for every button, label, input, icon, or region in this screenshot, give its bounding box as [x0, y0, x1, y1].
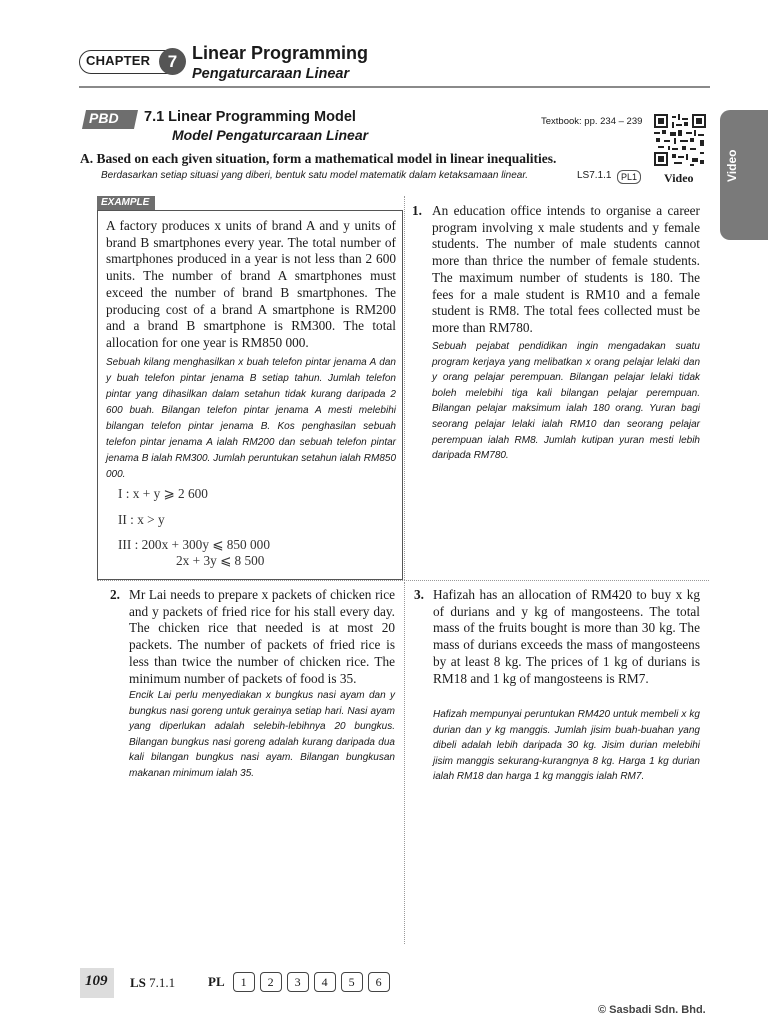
question-2-number: 2.	[110, 587, 120, 602]
pl-box-2[interactable]: 2	[260, 972, 282, 992]
side-tab-label: Video	[725, 149, 739, 182]
section-title: 7.1 Linear Programming Model	[144, 109, 356, 125]
row-divider	[97, 580, 709, 581]
example-text: A factory produces x units of brand A and y units of brand B smartphones every year. The total number of smartphones produced in a year is not less than 2 600 units. The number of brand A smartphones must exceed the number of brand B smartphones. The producing cost of a brand A smartphone is RM200 and a brand B smartphone is RM300. The total allocation for one year is RM850 000.	[106, 218, 396, 350]
example-answer-3: III : 200x + 300y ⩽ 850 000	[118, 537, 270, 552]
learning-standard-code: LS7.1.1	[577, 170, 612, 181]
question-2-text-ms: Encik Lai perlu menyediakan x bungkus nasi ayam dan y bungkus nasi goreng untuk gerainya setiap hari. Nasi ayam yang diperlukan adalah selebih-lebihnya 20 bungkus. Bilangan bungkus nasi goreng adalah kurang daripada dua kali bilangan bungkus nasi ayam. Bilangan bungkusan makanan minimum ialah 35.	[129, 690, 395, 779]
question-3-number: 3.	[414, 587, 424, 602]
question-3-text-ms: Hafizah mempunyai peruntukan RM420 untuk membeli x kg durian dan y kg manggis. Jumlah jisim buah-buahan yang dibeli adalah lebih daripada 30 kg. Jisim durian melebihi jisim manggis sekurang-kurangnya 8 kg. Harga 1 kg durian ialah RM18 dan harga 1 kg manggis ialah RM7.	[433, 709, 700, 783]
question-2-text: Mr Lai needs to prepare x packets of chicken rice and y packets of fried rice for his stall every day. The chicken rice that needed is at most 20 packets. The number of packets of fried rice is less than twice the number of chicken rice. The minimum number of packets of food is 35.	[129, 587, 395, 686]
example-answer-4: 2x + 3y ⩽ 8 500	[176, 553, 265, 568]
question-1-number: 1.	[412, 203, 422, 218]
column-divider-bottom	[404, 582, 405, 944]
column-divider-top	[404, 196, 405, 580]
page-number: 109	[85, 973, 108, 989]
example-tag-label: EXAMPLE	[101, 197, 150, 208]
performance-level-boxes	[208, 972, 390, 992]
pl-box-4[interactable]: 4	[314, 972, 336, 992]
example-answer-1: I : x + y ⩾ 2 600	[118, 486, 208, 501]
example-text-ms: Sebuah kilang menghasilkan x buah telefon pintar jenama A dan y buah telefon pintar jenama B setiap tahun. Jumlah telefon pintar yang dihasilkan dalam setahun tidak kurang daripada 2 600 buah. Bilangan telefon pintar jenama A mesti melebihi bilangan telefon pintar jenama B. Kos penghasilan sebuah telefon pintar jenama A ialah RM200 dan sebuah telefon pintar jenama B ialah RM300. Jumlah peruntukan setahun ialah RM850 000.	[106, 357, 396, 480]
pl-label: PL	[208, 974, 225, 989]
header-divider	[79, 86, 710, 88]
pl-box-5[interactable]: 5	[341, 972, 363, 992]
section-subtitle: Model Pengaturcaraan Linear	[172, 127, 369, 143]
performance-level-chip: PL1	[617, 170, 641, 184]
chapter-title: Linear Programming	[192, 43, 369, 63]
example-answer-2: II : x > y	[118, 512, 165, 527]
question-1-text-ms: Sebuah pejabat pendidikan ingin mengadakan suatu program kerjaya yang melibatkan x orang pelajar lelaki dan y orang pelajar perempuan. Bilangan pelajar lelaki tidak boleh melebihi tiga kali bilangan pelajar perempuan. Bilangan pelajar maksimum ialah 180 orang. Yuran bagi seorang pelajar lelaki ialah RM10 dan seorang pelajar perempuan ialah RM8. Jumlah kutipan yuran mesti lebih daripada RM780.	[432, 341, 700, 462]
question-a-instruction-ms: Berdasarkan setiap situasi yang diberi, bentuk satu model matematik dalam ketaksamaan linear.	[101, 170, 529, 181]
footer-ls-value: 7.1.1	[149, 975, 176, 990]
chapter-number: 7	[159, 48, 186, 75]
question-a-instruction: A. Based on each given situation, form a mathematical model in linear inequalities.	[80, 151, 557, 166]
qr-code-icon[interactable]	[654, 114, 706, 166]
chapter-label: CHAPTER	[86, 53, 151, 68]
copyright: © Sasbadi Sdn. Bhd.	[598, 1004, 706, 1016]
pbd-badge-label: PBD	[89, 110, 119, 126]
question-3-text: Hafizah has an allocation of RM420 to buy x kg of durians and y kg of mangosteens. The total mass of the fruits bought is more than 30 kg. The mass of durians exceeds the mass of mangosteens by at least 8 kg. The prices of 1 kg of durians is RM18 and 1 kg of mangosteens is RM7.	[433, 587, 700, 686]
footer-ls-label: LS	[130, 975, 146, 990]
pl-box-6[interactable]: 6	[368, 972, 390, 992]
footer-learning-standard	[130, 975, 175, 991]
video-label: Video	[664, 171, 694, 185]
pl-box-3[interactable]: 3	[287, 972, 309, 992]
pl-box-1[interactable]: 1	[233, 972, 255, 992]
question-1-text: An education office intends to organise a career program involving x male students and y female students. The number of male students cannot more than thrice the number of female students. The maximum number of students is 180. The fees for a male student is RM10 and a female student is RM8. The total fees collected must be more than RM780.	[432, 203, 700, 335]
textbook-reference: Textbook: pp. 234 – 239	[541, 116, 643, 127]
chapter-subtitle: Pengaturcaraan Linear	[192, 66, 350, 82]
